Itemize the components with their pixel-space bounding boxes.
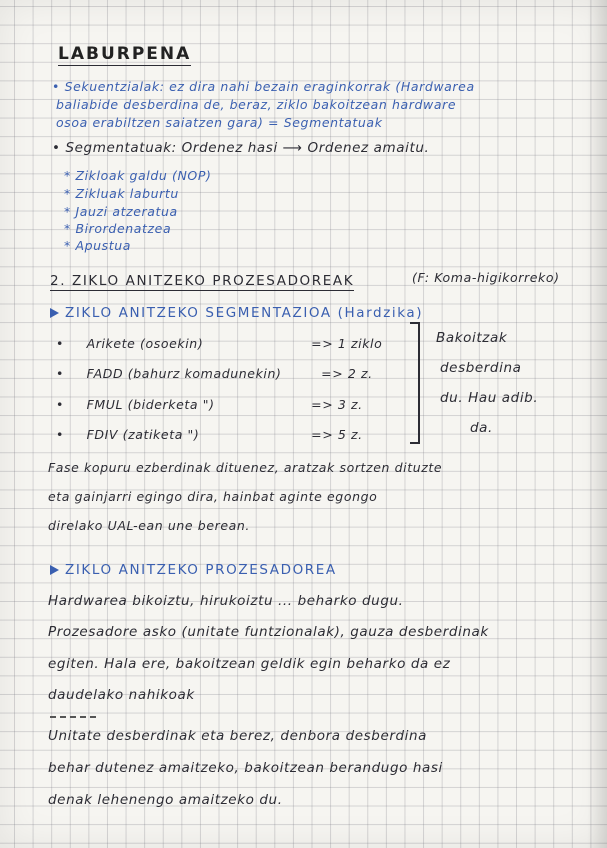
list-item: [64, 204, 178, 219]
bullet-icon: •: [52, 140, 61, 156]
list-item-text: Zikluak laburtu: [75, 186, 179, 201]
star-bullet-icon: *: [64, 238, 71, 253]
bullet-icon: •: [56, 427, 64, 442]
paragraph-line: direlako UAL-ean une berean.: [48, 518, 250, 533]
paragraph-line: egiten. Hala ere, bakoitzean geldik egin beharko da ez: [48, 656, 451, 672]
segmentatuak-text: Segmentatuak: Ordenez hasi ⟶ Ordenez amaitu.: [65, 140, 430, 156]
page-title: LABURPENA: [58, 44, 192, 64]
triangle-bullet-icon: [50, 308, 59, 318]
row-label: FMUL (biderketa "): [86, 397, 215, 412]
row-value: => 5 z.: [311, 427, 363, 442]
paragraph-line: behar dutenez amaitzeko, bakoitzean berandugo hasi: [48, 760, 443, 776]
row-label: FADD (bahurz komadunekin): [86, 366, 282, 381]
bullet-icon: •: [56, 366, 64, 381]
subheading-segmentazioa: [50, 305, 423, 321]
list-item: [64, 168, 211, 183]
intro-line-1: [52, 79, 475, 94]
divider: [50, 716, 96, 719]
bullet-icon: •: [56, 397, 64, 412]
row-value: => 3 z.: [311, 397, 363, 412]
list-item-text: Jauzi atzeratua: [75, 204, 178, 219]
list-item-text: Zikloak galdu (NOP): [75, 168, 212, 183]
list-item-text: Birordenatzea: [75, 221, 172, 236]
paragraph-line: denak lehenengo amaitzeko du.: [48, 792, 283, 808]
table-row: [56, 397, 363, 412]
segmentatuak-line: [52, 140, 429, 156]
subheading-prozesadorea: [50, 562, 337, 578]
paragraph-line: Hardwarea bikoiztu, hirukoiztu ... beharko dugu.: [48, 593, 404, 609]
section-note: (F: Koma-higikorreko): [412, 270, 560, 285]
bullet-icon: •: [52, 79, 60, 94]
triangle-bullet-icon: [50, 565, 59, 575]
star-bullet-icon: *: [64, 168, 71, 183]
brace-note-line: desberdina: [440, 360, 522, 376]
intro-text-1: Sekuentzialak: ez dira nahi bezain eraginkorrak (Hardwarea: [64, 79, 475, 94]
row-value: => 2 z.: [321, 366, 373, 381]
row-value: => 1 ziklo: [311, 336, 383, 351]
paragraph-line: eta gainjarri egingo dira, hainbat aginte egongo: [48, 489, 378, 504]
list-item: [64, 238, 131, 253]
intro-line-3: osoa erabiltzen saiatzen gara) = Segmentatuak: [56, 115, 383, 130]
table-row: [56, 336, 382, 351]
list-item: [64, 186, 179, 201]
section-heading-2: 2. ZIKLO ANITZEKO PROZESADOREAK: [50, 273, 355, 289]
row-label: Arikete (osoekin): [86, 336, 204, 351]
row-label: FDIV (zatiketa "): [86, 427, 200, 442]
brace-note-line: da.: [470, 420, 493, 436]
bullet-icon: •: [56, 336, 64, 351]
star-bullet-icon: *: [64, 186, 71, 201]
brace-icon: [410, 322, 420, 444]
paragraph-line: daudelako nahikoak: [48, 687, 195, 703]
brace-note-line: Bakoitzak: [436, 330, 508, 346]
subheading-text: ZIKLO ANITZEKO SEGMENTAZIOA (Hardzika): [65, 305, 424, 321]
star-bullet-icon: *: [64, 221, 71, 236]
list-item-text: Apustua: [75, 238, 132, 253]
brace-note-line: du. Hau adib.: [440, 390, 539, 406]
intro-line-2: baliabide desberdina de, beraz, ziklo bakoitzean hardware: [56, 97, 457, 112]
list-item: [64, 221, 171, 236]
table-row: [56, 366, 373, 381]
subheading-text: ZIKLO ANITZEKO PROZESADOREA: [65, 562, 337, 578]
paragraph-line: Fase kopuru ezberdinak dituenez, aratzak sortzen dituzte: [48, 460, 443, 475]
star-bullet-icon: *: [64, 204, 71, 219]
paragraph-line: Unitate desberdinak eta berez, denbora desberdina: [48, 728, 428, 744]
table-row: [56, 427, 363, 442]
paragraph-line: Prozesadore asko (unitate funtzionalak), gauza desberdinak: [48, 624, 489, 640]
